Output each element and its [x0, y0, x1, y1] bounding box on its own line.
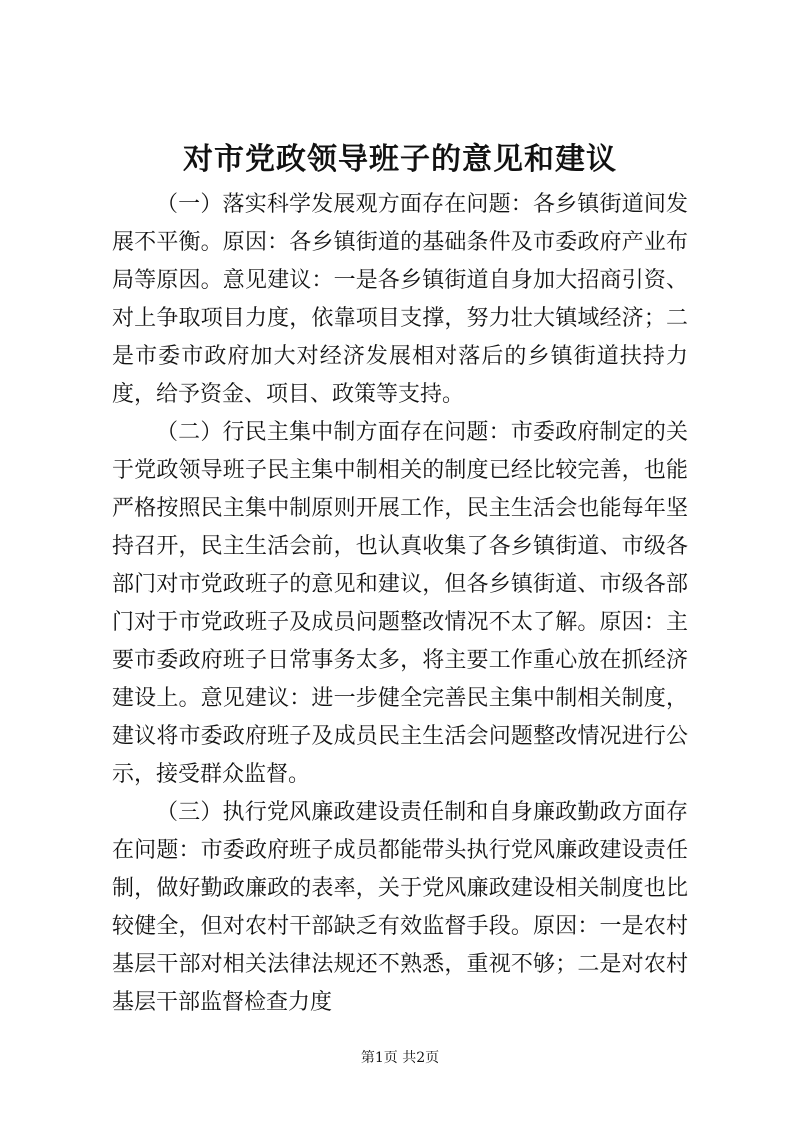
document-title: 对市党政领导班子的意见和建议: [183, 142, 617, 177]
paragraph-2: （二）行民主集中制方面存在问题：市委政府制定的关于党政领导班子民主集中制相关的制度已经比较完善，也能严格按照民主集中制原则开展工作，民主生活会也能每年坚持召开，民主生活会前，也认真收集了各乡镇街道、市级各部门对市党政班子的意见和建议，但各乡镇街道、市级各部门对于市党政班子及成员问题整改情况不太了解。原因：主要市委政府班子日常事务太多，将主要工作重心放在抓经济建设上。意见建议：进一步健全完善民主集中制相关制度，建议将市委政府班子及成员民主生活会问题整改情况进行公示，接受群众监督。: [112, 420, 688, 787]
paragraph-1: （一）落实科学发展观方面存在问题：各乡镇街道间发展不平衡。原因：各乡镇街道的基础条件及市委政府产业布局等原因。意见建议：一是各乡镇街道自身加大招商引资、对上争取项目力度，依靠项目支撑，努力壮大镇域经济；二是市委市政府加大对经济发展相对落后的乡镇街道扶持力度，给予资金、项目、政策等支持。: [112, 192, 688, 407]
paragraph-3: （三）执行党风廉政建设责任制和自身廉政勤政方面存在问题：市委政府班子成员都能带头执行党风廉政建设责任制，做好勤政廉政的表率，关于党风廉政建设相关制度也比较健全，但对农村干部缺乏有效监督手段。原因：一是农村基层干部对相关法律法规还不熟悉，重视不够；二是对农村基层干部监督检查力度: [112, 800, 688, 1015]
page-footer: [0, 1048, 800, 1068]
page-indicator: 第1页 共2页: [360, 1050, 440, 1066]
document-body: [112, 186, 688, 1022]
